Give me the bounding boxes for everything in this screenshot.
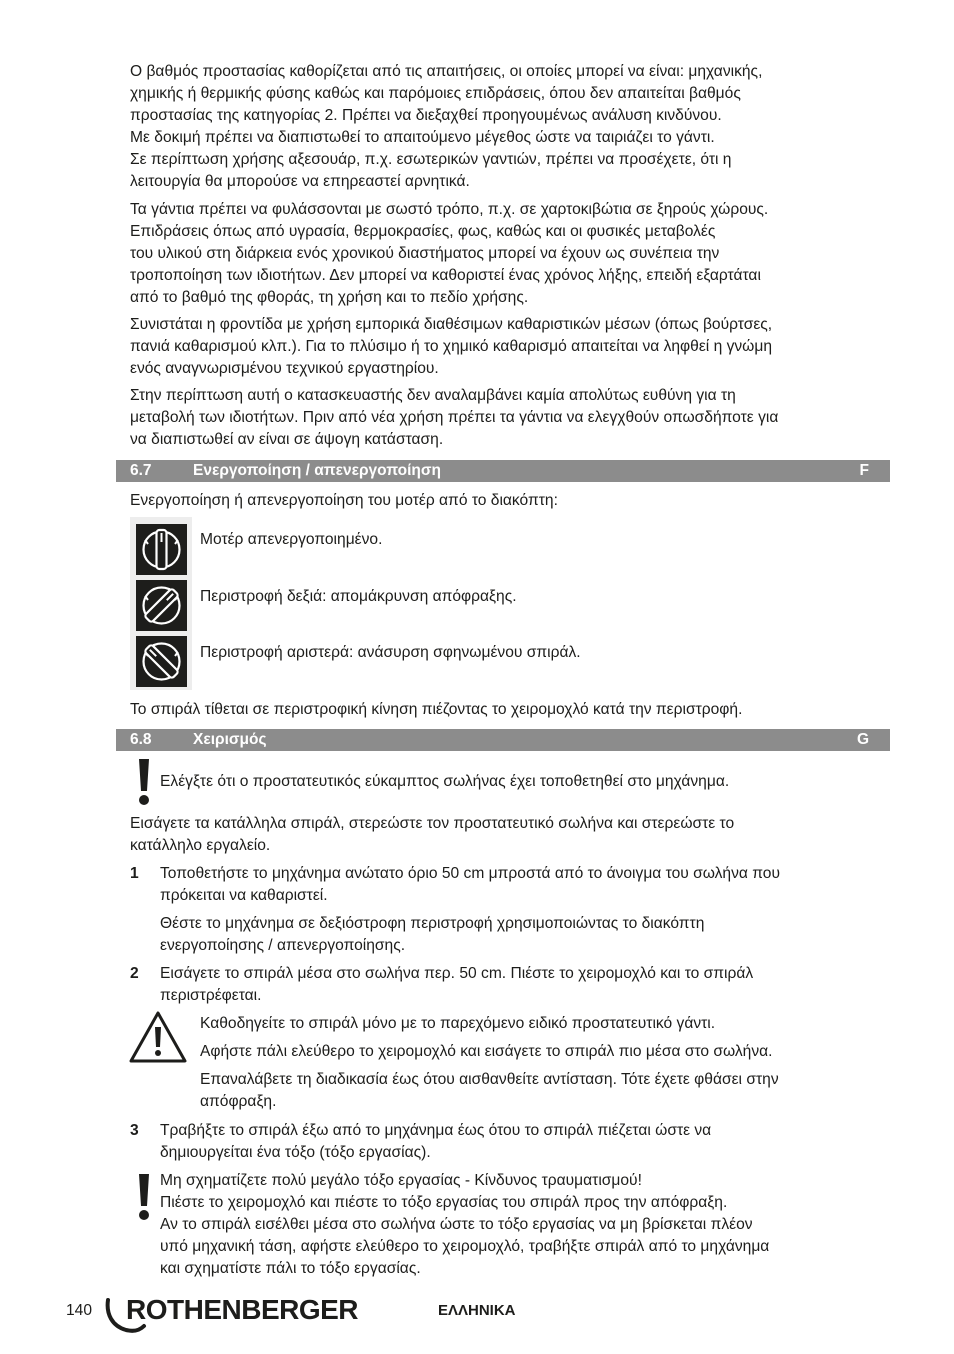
text-line: Ο βαθμός προστασίας καθορίζεται από τις απαιτήσεις, οι οποίες μπορεί να είναι: μηχανικής, [130,63,763,80]
text-line: μεταβολή των ιδιοτήτων. Πριν από νέα χρήση πρέπει τα γάντια να ελεγχθούν οπωσδήποτε για [130,409,779,426]
text-line: του υλικού στη διάρκεια ενός χρονικού διαστήματος μπορεί να έχουν ως συνέπεια την [130,245,720,262]
text-line: Επαναλάβετε τη διαδικασία έως ότου αισθανθείτε αντίσταση. Τότε έχετε φθάσει στην [200,1071,779,1088]
step-number: 3 [130,1122,139,1139]
text-line: υπό μηχανική τάση, αφήστε ελεύθερο το χειρομοχλό, τραβήξτε σπιράλ από το μηχάνημα [160,1238,770,1255]
step-number: 1 [130,865,139,882]
figure-letter: G [856,731,869,748]
step-2-text [160,963,890,1007]
section-title: Ενεργοποίηση / απενεργοποίηση [193,462,441,479]
section-number: 6.7 [130,462,152,479]
text-line: Σε περίπτωση χρήσης αξεσουάρ, π.χ. εσωτερικών γαντιών, πρέπει να προσέχετε, ότι η [130,151,732,168]
step-1-text [160,863,890,907]
text-line: Εισάγετε το σπιράλ μέσα στο σωλήνα περ. 50 cm. Πιέστε το χειρομοχλό και το σπιράλ [160,965,754,982]
switch-left-label: Περιστροφή αριστερά: ανάσυρση σφηνωμένου σπιράλ. [200,644,581,661]
section-heading-6-8 [116,729,890,751]
text-line: Στην περίπτωση αυτή ο κατασκευαστής δεν αναλαμβάνει καμία απολύτως ευθύνη για τη [130,387,736,404]
text-line: Εισάγετε τα κατάλληλα σπιράλ, στερεώστε τον προστατευτικό σωλήνα και στερεώστε το [130,815,735,832]
switch-right-icon [136,580,187,631]
section-heading-6-7 [116,460,890,482]
warning-line-2: Αφήστε πάλι ελεύθερο το χειρομοχλό και εισάγετε το σπιράλ πιο μέσα στο σωλήνα. [200,1043,773,1060]
text-line: Το σπιράλ τίθεται σε περιστροφική κίνηση πιέζοντας το χειρομοχλό κατά την περιστροφή. [130,701,743,718]
text-line: Συνιστάται η φροντίδα με χρήση εμπορικά διαθέσιμων καθαριστικών μέσων (όπως βούρτσες, [130,316,773,333]
text-line: ενεργοποίησης / απενεργοποίησης. [160,937,406,954]
notice-working-arc [160,1170,890,1280]
text-line: λειτουργία θα μπορούσε να επηρεαστεί αρνητικά. [130,173,470,190]
switch-off-icon [136,524,187,575]
notice-protective-hose: Ελέγξτε ότι ο προστατευτικός εύκαμπτος σωλήνας έχει τοποθετηθεί στο μηχάνημα. [160,773,730,790]
switch-left-icon [136,636,187,687]
text-line: Τα γάντια πρέπει να φυλάσσονται με σωστό τρόπο, π.χ. σε χαρτοκιβώτια σε ξηρούς χώρους. [130,201,769,218]
section-title: Χειρισμός [193,731,267,748]
paragraph-protection-level [130,61,900,193]
switch-right-label: Περιστροφή δεξιά: απομάκρυνση απόφραξης. [200,588,517,605]
warning-line-1: Καθοδηγείτε το σπιράλ μόνο με το παρεχόμενο ειδικό προστατευτικό γάντι. [200,1015,716,1032]
text-line: Τραβήξτε το σπιράλ έξω από το μηχάνημα έως ότου το σπιράλ πιέζεται ώστε να [160,1122,712,1139]
paragraph-storage [130,199,900,309]
paragraph-liability [130,385,900,451]
text-line: από το βαθμό της φθοράς, τη χρήση και το πεδίο χρήσης. [130,289,529,306]
step-3-text [160,1120,890,1164]
text-line: πανιά καθαρισμού κλπ.). Για το πλύσιμο ή το χημικό καθαρισμό απαιτείται να ληφθεί η γνώμη [130,338,773,355]
text-line: Επιδράσεις όπως από υγρασία, θερμοκρασίες, φως, καθώς και οι φυσικές μεταβολές [130,223,716,240]
text-line: χημικής ή θερμικής φύσης καθώς και παρόμοιες επιδράσεις, όπου δεν απαιτείται βαθμός [130,85,741,102]
switch-icons-panel [130,517,192,690]
text-line: να διαπιστωθεί αν είναι σε άψογη κατάσταση. [130,431,444,448]
page-number: 140 [66,1302,93,1319]
step-number: 2 [130,965,139,982]
text-line: Ενεργοποίηση ή απενεργοποίηση του μοτέρ από το διακόπτη: [130,492,558,509]
text-line: δημιουργείται ένα τόξο (τόξο εργασίας). [160,1144,431,1161]
text-line: προστασίας της κατηγορίας 2. Πρέπει να διεξαχθεί προηγουμένως ανάλυση κινδύνου. [130,107,722,124]
language-label: ΕΛΛΗΝΙΚΑ [438,1302,516,1319]
figure-letter: F [859,462,869,479]
text-line: περιστρέφεται. [160,987,262,1004]
exclamation-icon [137,1172,151,1222]
text-line: Πιέστε το χειρομοχλό και πιέστε το τόξο εργασίας του σπιράλ προς την απόφραξη. [160,1194,728,1211]
section-6-7-intro [130,490,900,512]
text-line: και σχηματίστε πάλι το τόξο εργασίας. [160,1260,421,1277]
text-line: τροποποίηση των ιδιοτήτων. Δεν μπορεί να καθοριστεί ένας χρόνος λήξης, επειδή εξαρτάται [130,267,761,284]
text-line: κατάλληλο εργαλείο. [130,837,271,854]
paragraph-care [130,314,900,380]
text-line: απόφραξη. [200,1093,277,1110]
text-line: Μη σχηματίζετε πολύ μεγάλο τόξο εργασίας - Κίνδυνος τραυματισμού! [160,1172,642,1189]
text-line: πρόκειται να καθαριστεί. [160,887,328,904]
text-line: Αν το σπιράλ εισέλθει μέσα στο σωλήνα ώστε το τόξο εργασίας να μη βρίσκεται πλέον [160,1216,753,1233]
step-1-text-2 [160,913,890,957]
exclamation-icon [137,757,151,807]
section-6-7-outro [130,699,900,721]
text-line: Με δοκιμή πρέπει να διαπιστωθεί το απαιτούμενο μέγεθος ώστε να ταιριάζει το γάντι. [130,129,715,146]
text-line: Θέστε το μηχάνημα σε δεξιόστροφη περιστροφή χρησιμοποιώντας το διακόπτη [160,915,705,932]
text-line: Τοποθετήστε το μηχάνημα ανώτατο όριο 50 cm μπροστά από το άνοιγμα του σωλήνα που [160,865,780,882]
section-number: 6.8 [130,731,152,748]
warning-triangle-icon [128,1010,188,1064]
warning-line-3 [200,1069,779,1113]
section-6-8-intro [130,813,900,857]
switch-off-label: Μοτέρ απενεργοποιημένο. [200,531,383,548]
text-line: ενός αναγνωρισμένου τεχνικού εργαστηρίου. [130,360,439,377]
brand-name: ROTHENBERGER [126,1294,359,1325]
